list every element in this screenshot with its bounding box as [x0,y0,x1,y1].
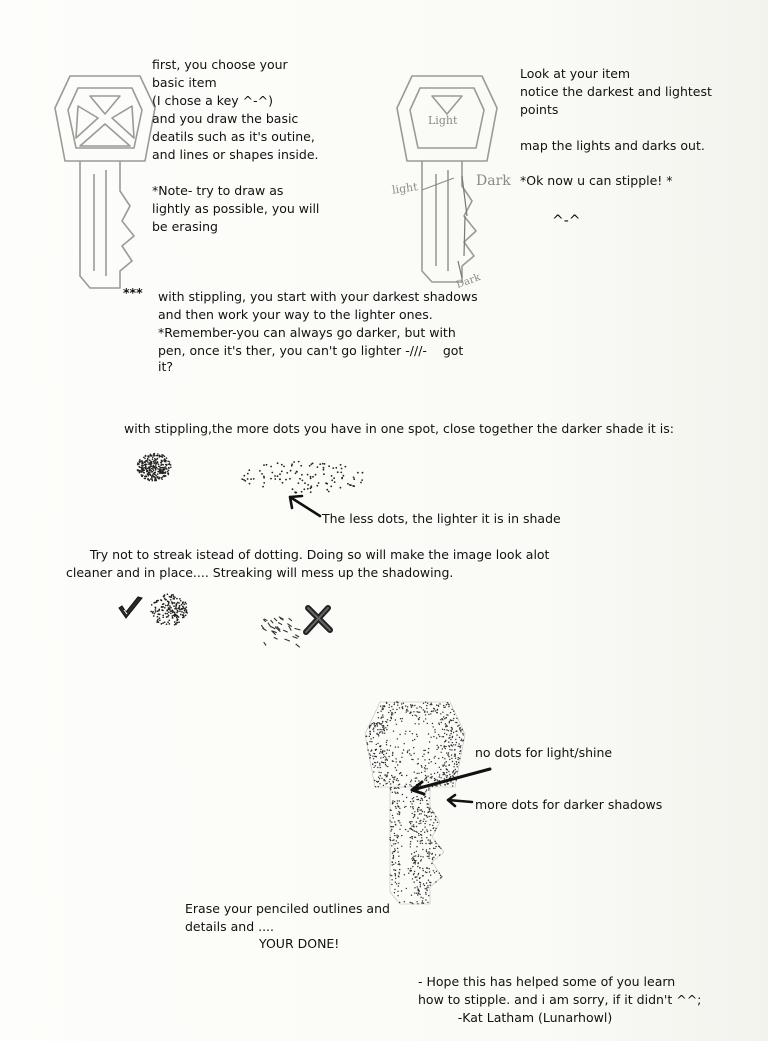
step1-line: and you draw the basic [152,111,299,126]
step1-line: *Note- try to draw as [152,183,284,198]
step3-line: pen, once it's ther, you can't go lighter -///- got [158,343,464,358]
final-label-dark: more dots for darker shadows [475,797,663,812]
checkmark-icon [116,594,146,622]
density-text: with stippling,the more dots you have in one spot, close together the darker shade it is: [124,421,674,436]
streak-line: Try not to streak istead of dotting. Doing so will make the image look alot [66,547,550,562]
step2-line: map the lights and darks out. [520,138,705,153]
pencil-label-dark-mid: Dark [476,173,511,189]
step1-line: deatils such as it's outine, [152,129,315,144]
step3-line: *Remember-you can always go darker, but with [158,325,456,340]
pencil-label-light-top: Light [428,114,458,127]
streaked-swatch [254,610,302,650]
signoff-line: -Kat Latham (Lunarhowl) [418,1010,613,1025]
pencil-pointer-line [420,176,460,196]
arrow-icon [444,793,474,809]
done-text: YOUR DONE! [259,936,340,951]
arrow-icon [404,764,494,796]
pencil-label-light-left: light [391,180,419,197]
signoff-line: - Hope this has helped some of you learn [418,974,676,989]
step1-line: lightly as possible, you will [152,201,320,216]
final-label-light: no dots for light/shine [475,745,613,760]
pencil-key-sketch [50,66,160,296]
erase-line: Erase your penciled outlines and [185,901,390,916]
step2-line: Look at your item [520,66,631,81]
step1-line: first, you choose your [152,57,288,72]
step1-line: (I chose a key ^-^) [152,93,273,108]
x-mark-icon [302,604,334,636]
step2-line: notice the darkest and lightest [520,84,712,99]
streak-line: cleaner and in place.... Streaking will mess up the shadowing. [66,565,454,580]
step3-stars: *** [123,285,143,300]
step3-line: and then work your way to the lighter ones. [158,307,433,322]
sparse-stipple-swatch [238,458,373,496]
signoff-line: how to stipple. and i am sorry, if it didn't ^^; [418,992,702,1007]
step1-line: be erasing [152,219,218,234]
step2-line: points [520,102,559,117]
step2-emote: ^-^ [552,213,581,229]
erase-line: details and .... [185,919,275,934]
step2-line: *Ok now u can stipple! * [520,173,673,188]
density-caption: The less dots, the lighter it is in shade [322,511,561,526]
pencil-label-dark-bottom: Dark [454,272,482,291]
good-stipple-swatch [148,592,190,628]
step1-line: basic item [152,75,217,90]
step3-line: it? [158,359,174,374]
dense-stipple-swatch [134,450,174,484]
step3-line: with stippling, you start with your darkest shadows [158,289,478,304]
step1-line: and lines or shapes inside. [152,147,319,162]
arrow-icon [284,492,324,520]
